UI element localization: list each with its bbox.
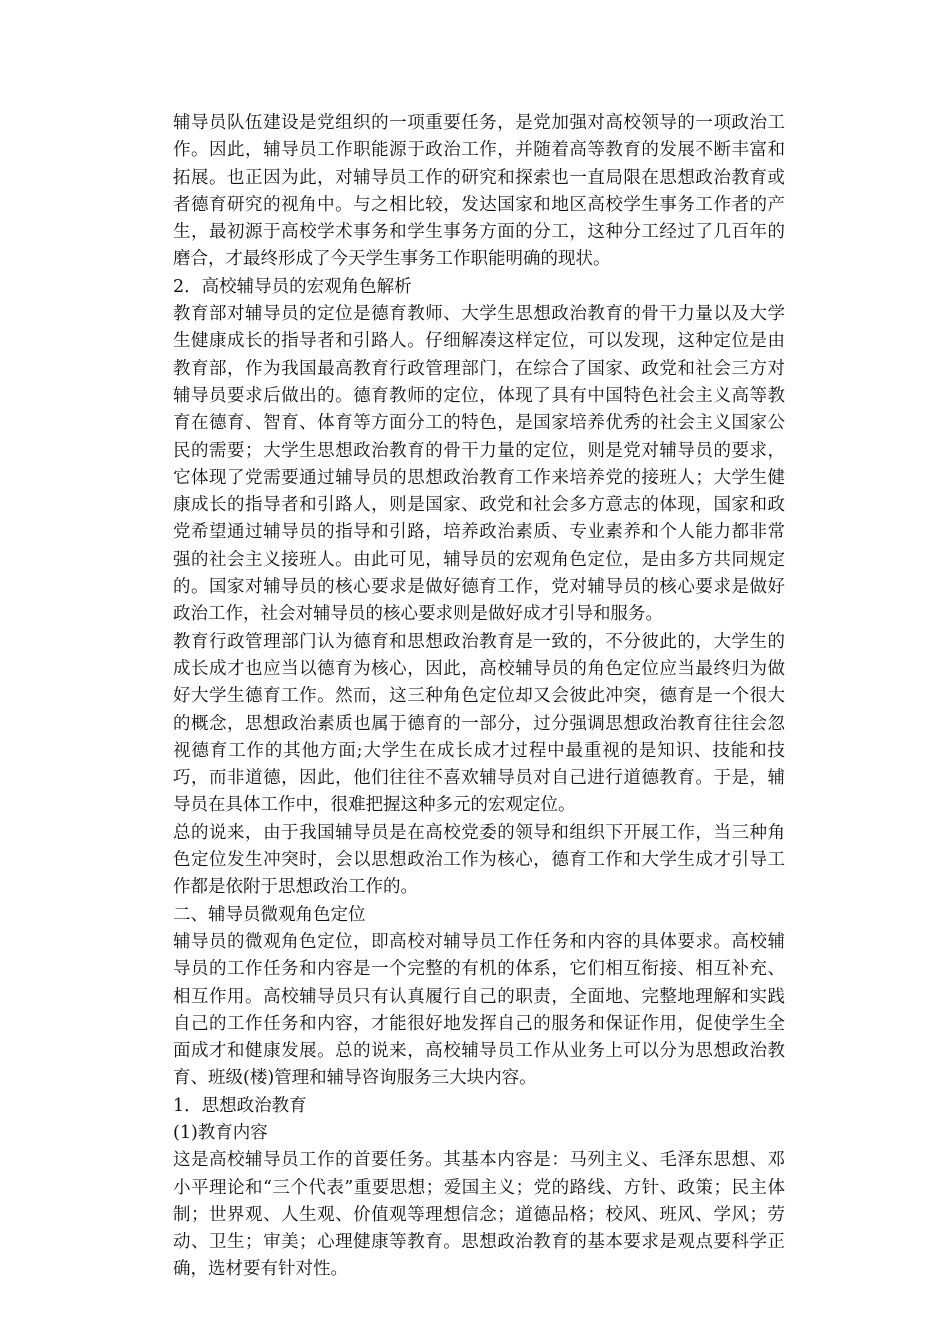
paragraph-ministry-positioning: 教育部对辅导员的定位是德育教师、大学生思想政治教育的骨干力量以及大学生健康成长的指导者和引路人。仔细解凑这样定位，可以发现，这种定位是由教育部，作为我国最高教育行政管理部门，在综合了国家、政党和社会三方对辅导员要求后做出的。德育教师的定位，体现了具有中国特色社会主义高等教育在德育、智育、体育等方面分工的特色，是国家培养优秀的社会主义国家公民的需要；大学生思想政治教育的骨干力量的定位，则是党对辅导员的要求，它体现了党需要通过辅导员的思想政治教育工作来培养党的接班人；大学生健康成长的指导者和引路人，则是国家、政党和社会多方意志的体现，国家和政党希望通过辅导员的指导和引路，培养政治素质、专业素养和个人能力都非常强的社会主义接班人。由此可见，辅导员的宏观角色定位，是由多方共同规定的。国家对辅导员的核心要求是做好德育工作，党对辅导员的核心要求是做好政治工作，社会对辅导员的核心要求则是做好成才引导和服务。 <box>173 304 785 625</box>
paragraph-team-building: 辅导员队伍建设是党组织的一项重要任务，是党加强对高校领导的一项政治工作。因此，辅导员工作职能源于政治工作，并随着高等教育的发展不断丰富和拓展。也正因为此，对辅导员工作的研究和探索也一直局限在思想政治教育或者德育研究的视角中。与之相比较，发达国家和地区高校学生事务工作者的产生，最初源于高校学术事务和学生事务方面的分工，这种分工经过了几百年的磨合，才最终形成了今天学生事务工作职能明确的现状。 <box>173 113 785 270</box>
paragraph-micro-positioning: 辅导员的微观角色定位，即高校对辅导员工作任务和内容的具体要求。高校辅导员的工作任务和内容是一个完整的有机的体系，它们相互衔接、相互补充、相互作用。高校辅导员只有认真履行自己的职责，全面地、完整地理解和实践自己的工作任务和内容，才能很好地发挥自己的服务和保证作用，促使学生全面成才和健康发展。总的说来，高校辅导员工作从业务上可以分为思想政治教育、班级(楼)管理和辅导咨询服务三大块内容。 <box>173 931 785 1089</box>
heading-micro-role: 二、辅导员微观角色定位 <box>173 904 366 925</box>
paragraph-summary: 总的说来，由于我国辅导员是在高校党委的领导和组织下开展工作，当三种角色定位发生冲突时，会以思想政治工作为核心，德育工作和大学生成才引导工作都是依附于思想政治工作的。 <box>173 822 785 898</box>
heading-political-education: 1．思想政治教育 <box>173 1095 307 1116</box>
paragraph-role-conflict: 教育行政管理部门认为德育和思想政治教育是一致的，不分彼此的，大学生的成长成才也应当以德育为核心，因此，高校辅导员的角色定位应当最终归为做好大学生德育工作。然而，这三种角色定位却又会彼此冲突，德育是一个很大的概念，思想政治素质也属于德育的一部分，过分强调思想政治教育往往会忽视德育工作的其他方面;大学生在成长成才过程中最重视的是知识、技能和技巧，而非道德，因此，他们往往不喜欢辅导员对自己进行道德教育。于是，辅导员在具体工作中，很难把握这种多元的宏观定位。 <box>173 631 785 816</box>
heading-education-content: (1)教育内容 <box>173 1122 268 1143</box>
document-page <box>173 110 785 1284</box>
paragraph-education-content: 这是高校辅导员工作的首要任务。其基本内容是：马列主义、毛泽东思想、邓小平理论和“三个代表”重要思想；爱国主义；党的路线、方针、政策；民主体制；世界观、人生观、价值观等理想信念；道德品格；校风、班风、学风；劳动、卫生；审美；心理健康等教育。思想政治教育的基本要求是观点要科学正确，选材要有针对性。 <box>173 1150 785 1280</box>
heading-macro-role: 2．高校辅导员的宏观角色解析 <box>173 276 412 297</box>
